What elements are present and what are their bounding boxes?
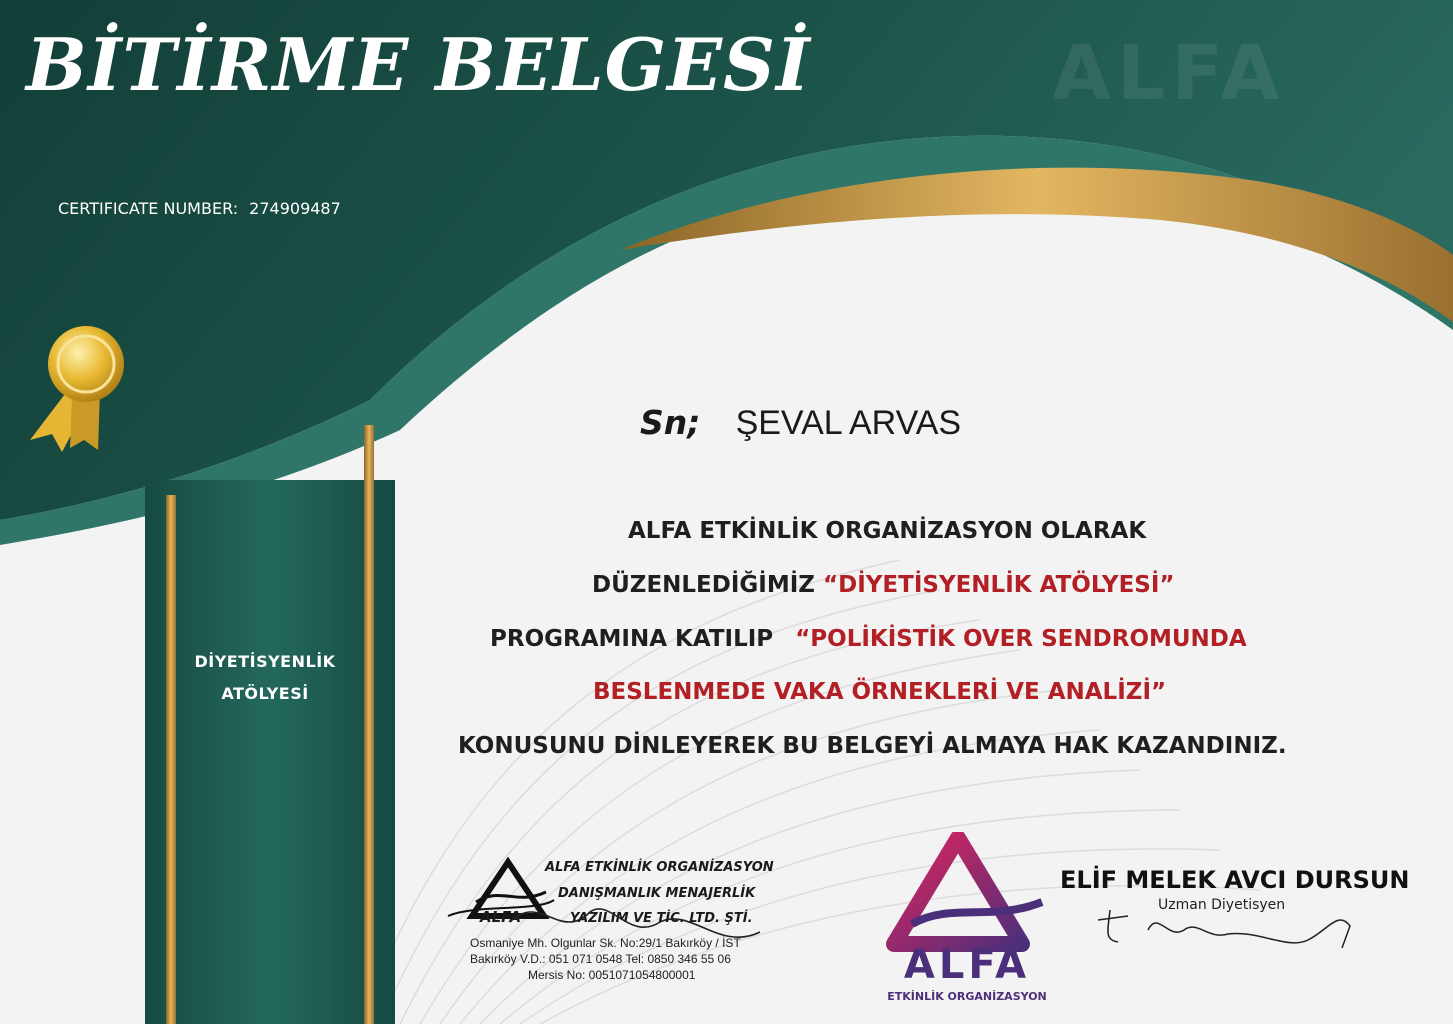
stamp-line-1: ALFA ETKİNLİK ORGANİZASYON [545,860,774,875]
sidebar-label-line-1: DİYETİSYENLİK [194,652,336,671]
certificate-number-value: 274909487 [249,199,341,218]
alfa-logo [872,832,1062,1007]
signatory-title: Uzman Diyetisyen [1158,897,1286,913]
body-line-5: KONUSUNU DİNLEYEREK BU BELGEYİ ALMAYA HAK KAZANDINIZ. [458,733,1287,759]
topic-line-1: “POLİKİSTİK OVER SENDROMUNDA [795,626,1247,652]
body-line-3 [490,626,1247,652]
certificate-title: BİTİRME BELGESİ [26,22,811,107]
body-line-1: ALFA ETKİNLİK ORGANİZASYON OLARAK [628,518,1147,544]
sidebar-label-line-2: ATÖLYESİ [221,684,309,703]
certificate-number-label: CERTIFICATE NUMBER: [58,199,239,218]
body-line-2-plain: DÜZENLEDİĞİMİZ [592,572,815,598]
stamp-address-3: Mersis No: 0051071054800001 [528,968,696,982]
signatory-name: ELİF MELEK AVCI DURSUN [1060,866,1410,894]
workshop-name: “DİYETİSYENLİK ATÖLYESİ” [823,572,1175,598]
stamp-signature [500,882,800,962]
alfa-watermark: ALFA [1052,28,1286,117]
certificate-number [58,199,341,218]
recipient [640,403,961,443]
recipient-prefix: Sn; [640,403,701,442]
topic-line-2: BESLENMEDE VAKA ÖRNEKLERİ VE ANALİZİ” [593,679,1167,705]
stamp-address-1: Osmaniye Mh. Olgunlar Sk. No:29/1 Bakırköy / İST [470,936,741,950]
alfa-logo-text: ALFA [903,942,1031,988]
body-line-2 [592,572,1175,598]
company-stamp [440,852,820,992]
signatory-signature [1088,890,1388,970]
stamp-address-2: Bakırköy V.D.: 051 071 0548 Tel: 0850 346 55 06 [470,952,731,966]
stamp-logo-text: ALFA [480,908,522,926]
recipient-name: ŞEVAL ARVAS [735,404,962,442]
body-line-3-plain: PROGRAMINA KATILIP [490,626,774,652]
stamp-line-2: DANIŞMANLIK MENAJERLİK [558,886,756,901]
alfa-logo-subtitle: ETKİNLİK ORGANİZASYON [887,990,1047,1003]
stamp-line-3: YAZILIM VE TİC. LTD. ŞTİ. [570,911,753,926]
